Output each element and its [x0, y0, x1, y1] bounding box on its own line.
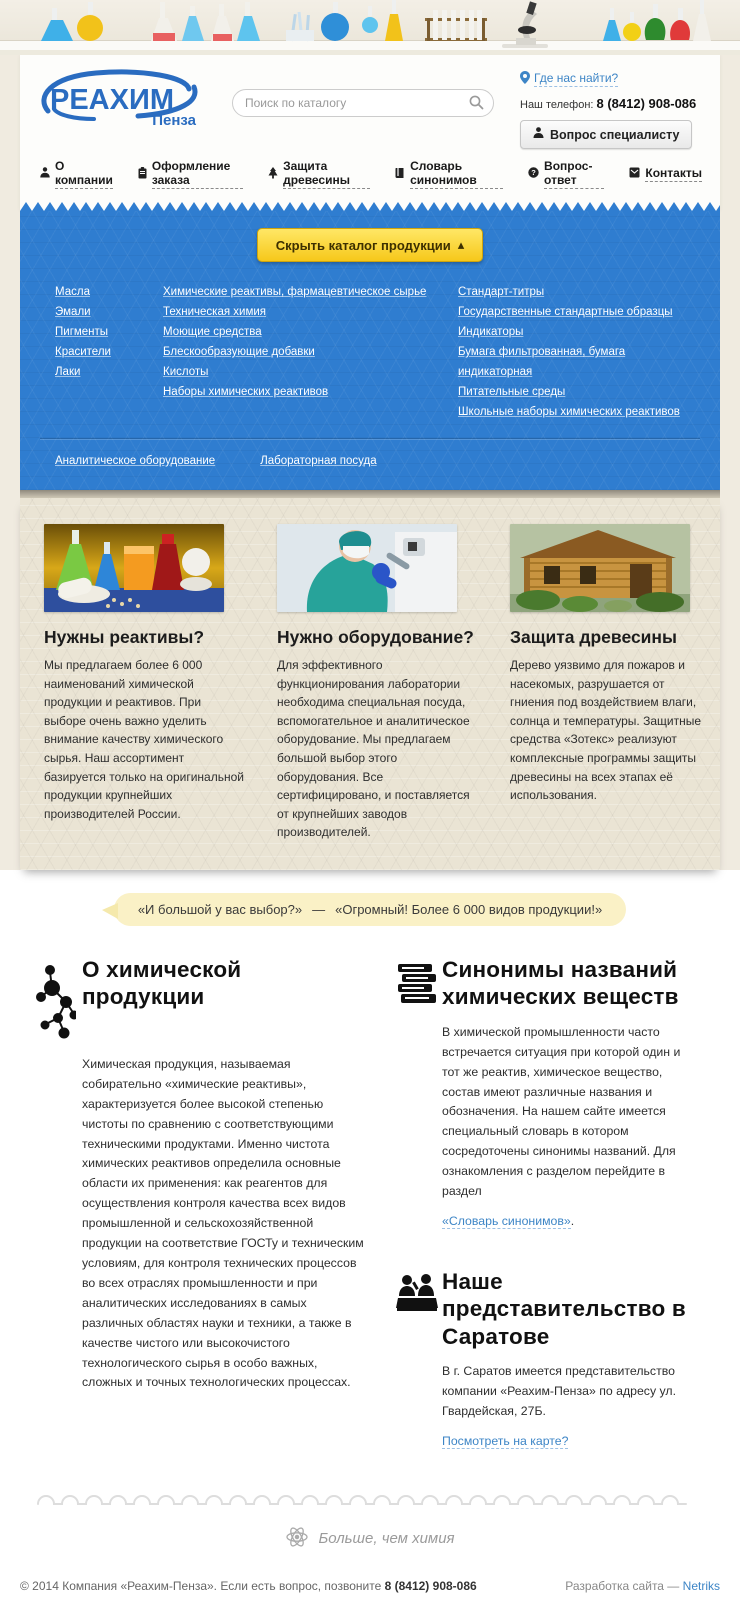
chevron-up-icon: ▴ — [457, 237, 465, 252]
catalog-column-1 — [55, 282, 163, 422]
saratov-link-row — [442, 1434, 700, 1448]
find-us-link[interactable] — [520, 71, 618, 87]
card-title: Защита древесины — [510, 627, 677, 647]
developer-label: Разработка сайта — — [565, 1579, 680, 1593]
svg-text:?: ? — [531, 168, 536, 178]
saratov-title: Наше представительство в Саратове — [442, 1268, 686, 1349]
phone-label: Наш телефон: — [520, 99, 594, 111]
phone-line — [520, 96, 702, 111]
search-input[interactable] — [232, 89, 494, 117]
catalog-link — [458, 342, 700, 382]
info-columns — [0, 926, 740, 1448]
developer-credit — [565, 1579, 720, 1593]
catalog-link-detergents[interactable]: Моющие средства — [163, 326, 262, 338]
contacts-icon — [629, 167, 640, 181]
catalog-link-standard-titres[interactable]: Стандарт-титры — [458, 286, 545, 298]
cards-wrap — [20, 490, 720, 870]
atom-icon — [285, 1525, 309, 1552]
books-stack-icon — [396, 956, 442, 1011]
book-icon — [395, 167, 405, 182]
right-column — [396, 956, 700, 1448]
nav-label: Вопрос-ответ — [544, 159, 604, 189]
copyright-phone: 8 (8412) 908-086 — [384, 1579, 477, 1593]
catalog-link — [458, 382, 700, 402]
synonyms-link-row — [442, 1214, 700, 1228]
about-text: Химическая продукция, называемая собирательно «химические реактивы», характеризуется более высокой степенью чистоты по сравнению с соответствующими техническими продуктами. Именно чистота химических реактивов определила основные области их применения: как реагентов для осуществления контроля качества всех видов промышленной и сельскохозяйственной продукции на соответствие ГОСТу и техническим условиям, для контроля технических процессов во всех отраслях промышленности и при аналитических исследованиях в самых различных областях науки и техники, а также в качестве чистого или высокочистого технологического сырья в особо важных, сложных и точных технологических процессах. — [82, 1056, 364, 1390]
bubble-tail-icon — [102, 903, 118, 919]
footer — [0, 1492, 740, 1611]
main-nav — [20, 153, 720, 202]
card-title: Нужны реактивы? — [44, 627, 205, 647]
catalog-link-reagents[interactable]: Химические реактивы, фармацевтическое сырье — [163, 286, 427, 298]
nav-label: Контакты — [645, 166, 702, 180]
catalog-link — [55, 302, 163, 322]
tree-icon — [268, 167, 278, 182]
catalog-toggle-label: Скрыть каталог продукции — [275, 237, 451, 253]
catalog-link-reagent-kits[interactable]: Наборы химических реактивов — [163, 386, 329, 398]
catalog-column-2 — [163, 282, 458, 422]
quote-bubble — [114, 893, 626, 926]
nav-item-order[interactable] — [138, 159, 243, 189]
card-equipment — [277, 524, 489, 842]
nav-item-faq[interactable] — [528, 159, 604, 189]
copyright — [20, 1579, 477, 1593]
catalog-link-acids[interactable]: Кислоты — [163, 366, 209, 378]
catalog-link-nutrient-media[interactable]: Питательные среды — [458, 386, 566, 398]
quote-question: «И большой у вас выбор?» — [137, 901, 303, 917]
catalog-link — [458, 302, 700, 322]
catalog-link-gloss-additives[interactable]: Блескообразующие добавки — [163, 346, 315, 358]
card-wood-protection — [510, 524, 722, 842]
catalog-link — [163, 302, 458, 322]
catalog-link — [458, 322, 700, 342]
catalog-link — [163, 382, 458, 402]
search — [232, 89, 494, 117]
catalog-link — [163, 362, 458, 382]
catalog-link-school-kits[interactable]: Школьные наборы химических реактивов — [458, 406, 680, 418]
catalog-link — [458, 282, 700, 302]
logo-title: РЕАХИМ — [50, 84, 174, 116]
nav-item-wood[interactable] — [268, 159, 370, 189]
representatives-icon — [396, 1268, 442, 1350]
footer-bar — [0, 1552, 740, 1611]
nav-label: Оформление заказа — [152, 159, 243, 189]
catalog-link — [163, 282, 458, 302]
catalog-link — [55, 362, 163, 382]
card-text: Для эффективного функционирования лаборатории необходима специальная посуда, вспомогательное и аналитическое оборудование. Мы предлагаем большой выбор этого оборудования. Все сертифицировано, и поставляется от крупнейших заводов производителей. — [277, 658, 470, 840]
catalog-link-indicators[interactable]: Индикаторы — [458, 326, 524, 338]
catalog-link-analytic-equipment[interactable]: Аналитическое оборудование — [55, 455, 216, 467]
person-icon — [40, 167, 50, 181]
about-column — [36, 956, 366, 1448]
wooden-house-photo — [510, 524, 690, 612]
synonyms-link-suffix: . — [570, 1213, 575, 1228]
saratov-section — [396, 1268, 700, 1448]
nav-item-about[interactable] — [40, 159, 113, 189]
header — [20, 55, 720, 153]
card-reagents — [44, 524, 256, 842]
catalog-toggle-button[interactable] — [257, 228, 484, 262]
catalog-columns — [20, 282, 720, 422]
scallop-divider — [0, 1492, 740, 1507]
catalog-link — [163, 342, 458, 362]
reagents-photo — [44, 524, 224, 612]
nav-label: Словарь синонимов — [410, 159, 503, 189]
about-title: О химической продукции — [82, 956, 242, 1010]
search-icon[interactable] — [469, 95, 484, 113]
card-text: Дерево уязвимо для пожаров и насекомых, разрушается от гниения под воздействием влаги, солнца и температуры. Защитные средства «Зотекс» реализуют комплексные программы защиты древесины на всех этапах её использования. — [510, 658, 702, 803]
specialist-person-icon — [533, 127, 544, 142]
quote-row — [0, 893, 740, 926]
catalog-column-3 — [458, 282, 700, 422]
molecule-icon — [36, 956, 82, 1043]
catalog-link-oils[interactable]: Масла — [55, 286, 90, 298]
catalog-link — [458, 402, 700, 422]
pin-icon — [520, 71, 530, 87]
catalog-link — [55, 342, 163, 362]
find-us-label: Где нас найти? — [534, 71, 619, 85]
catalog-section — [20, 211, 720, 490]
beige-bevel — [20, 490, 720, 498]
catalog-link-lacquers[interactable]: Лаки — [55, 366, 81, 378]
catalog-link-tech-chemistry[interactable]: Техническая химия — [163, 306, 267, 318]
ask-specialist-button[interactable] — [520, 120, 692, 149]
quote-answer: «Огромный! Более 6 000 видов продукции!» — [335, 901, 603, 917]
header-block — [20, 55, 720, 211]
catalog-link-paper[interactable]: Бумага фильтрованная, бумага индикаторная — [458, 346, 626, 378]
ask-specialist-label: Вопрос специалисту — [550, 127, 680, 142]
lab-glassware-banner — [0, 0, 740, 55]
map-link[interactable]: Посмотреть на карте? — [442, 1434, 569, 1448]
lab-glassware-illustration — [0, 0, 740, 55]
card-text: Мы предлагаем более 6 000 наименований химической продукции и реактивов. При выборе очень важно уделить внимание качеству химического сырья. Наш ассортимент базируется только на оригинальной продукции крупнейших производителей России. — [44, 658, 244, 821]
quote-dash: — — [312, 901, 326, 917]
logo[interactable] — [34, 67, 202, 133]
nav-label: О компании — [55, 159, 113, 187]
question-icon — [528, 167, 539, 181]
cards-section — [20, 498, 720, 870]
about-section — [36, 956, 366, 1393]
synonyms-section — [396, 956, 700, 1228]
phone-number: 8 (8412) 908-086 — [596, 96, 697, 111]
catalog-bottom-links — [20, 440, 720, 472]
slogan: Больше, чем химия — [318, 1530, 455, 1547]
catalog-link-state-standards[interactable]: Государственные стандартные образцы — [458, 306, 673, 318]
order-icon — [138, 167, 147, 182]
developer-link[interactable]: Netriks — [682, 1579, 720, 1593]
catalog-link — [163, 322, 458, 342]
nav-item-contacts[interactable] — [629, 159, 702, 189]
copyright-text: © 2014 Компания «Реахим-Пенза». Если есть вопрос, позвоните — [20, 1579, 382, 1593]
card-title: Нужно оборудование? — [277, 627, 474, 647]
saratov-text: В г. Саратов имеется представительство компании «Реахим-Пенза» по адресу ул. Гвардейская, 27Б. — [442, 1364, 676, 1419]
catalog-link-labware[interactable]: Лабораторная посуда — [260, 455, 377, 467]
catalog-link-enamels[interactable]: Эмали — [55, 306, 91, 318]
catalog-link-dyes[interactable]: Красители — [55, 346, 111, 358]
catalog-link-pigments[interactable]: Пигменты — [55, 326, 109, 338]
zigzag-divider — [20, 202, 720, 211]
slogan-row — [0, 1525, 740, 1552]
synonyms-title: Синонимы названий химических веществ — [442, 956, 679, 1010]
bottom-zone — [0, 870, 740, 1611]
nav-label: Защита древесины — [283, 159, 370, 189]
logo-subtitle: Пенза — [152, 112, 196, 129]
header-contacts — [520, 67, 702, 149]
catalog-link — [55, 282, 163, 302]
lab-worker-photo — [277, 524, 457, 612]
synonyms-dictionary-link[interactable]: «Словарь синонимов» — [442, 1213, 571, 1228]
catalog-link — [55, 322, 163, 342]
nav-item-dictionary[interactable] — [395, 159, 503, 189]
synonyms-text: В химической промышленности часто встречается ситуация при которой один и тот же реактив, химическое вещество, состав имеют различные названия и обозначения. На нашем сайте имеется специальный словарь в котором сосредоточены синонимы названий. Для ознакомления с разделом перейдите в раздел — [442, 1024, 681, 1199]
